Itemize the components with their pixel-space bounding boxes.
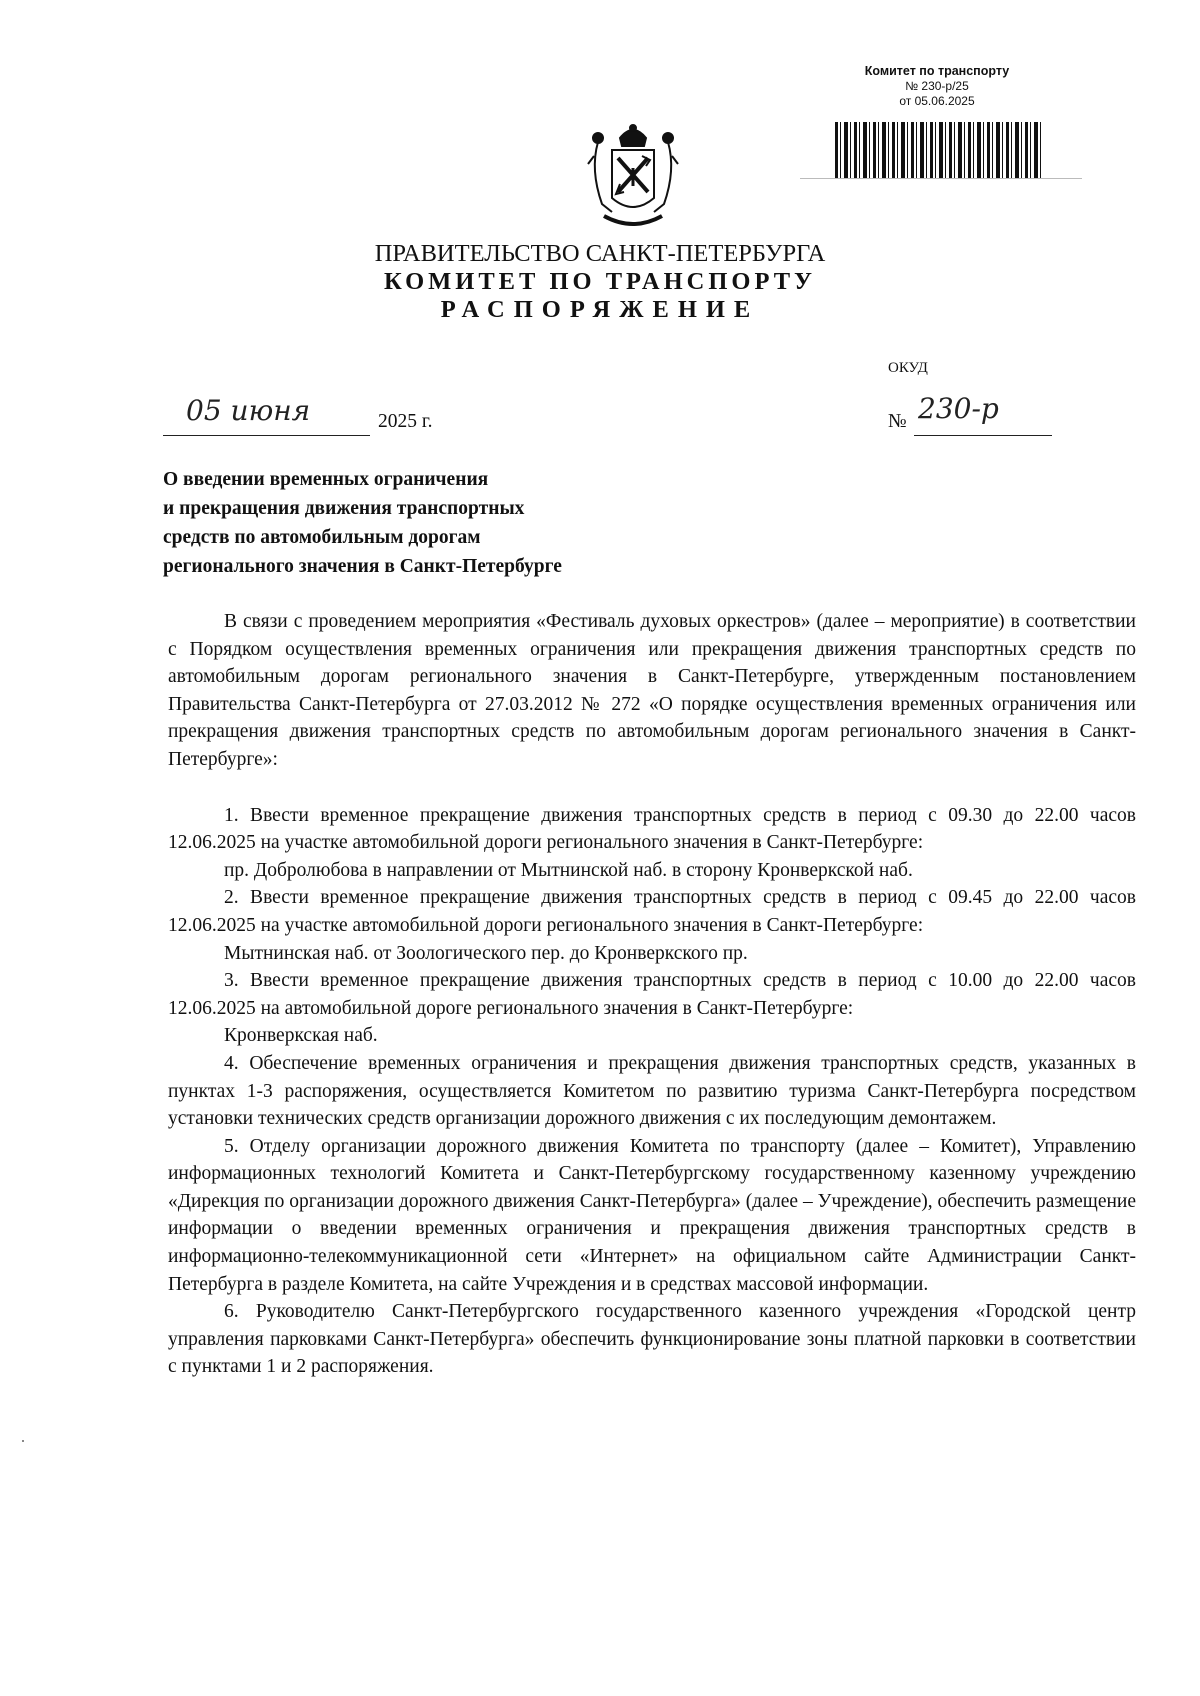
doc-type-heading: РАСПОРЯЖЕНИЕ (440, 296, 760, 323)
item-1-road: пр. Добролюбова в направлении от Мытнинской наб. в сторону Кронверкской наб. (224, 859, 913, 881)
item-3: 3. Ввести временное прекращение движения транспортных средств в период с 10.00 до 22.00 часов 12.06.2025 на автомобильной дороге регионального значения в Санкт-Петербурге: (168, 970, 1136, 1019)
government-heading: ПРАВИТЕЛЬСТВО САНКТ-ПЕТЕРБУРГА (374, 240, 826, 267)
item-2: 2. Ввести временное прекращение движения транспортных средств в период с 09.45 до 22.00 часов 12.06.2025 на участке автомобильной дороги регионального значения в Санкт-Петербурге: (168, 887, 1136, 936)
title-line: и прекращения движения транспортных (163, 498, 525, 519)
stamp-reg-date: от 05.06.2025 (899, 94, 975, 108)
item-6: 6. Руководителю Санкт-Петербургского государственного казенного учреждения «Городской центр управления парковками Санкт-Петербурга» обеспечить функционирование зоны платной парковки в соответствии с пунктами 1 и 2 распоряжения. (168, 1301, 1136, 1378)
document-body (168, 608, 1136, 1381)
barcode (835, 122, 1043, 178)
item-5: 5. Отделу организации дорожного движения Комитета по транспорту (далее – Комитет), Управлению информационных технологий Комитета и Санкт-Петербургскому государственному казенному учреждению «Дирекция по организации дорожного движения Санкт-Петербурга» (далее – Учреждение), обеспечить размещение информации о введении временных ограничения и прекращения движения транспортных средств в информационно-телекоммуникационной сети «Интернет» на официальном сайте Администрации Санкт-Петербурга в разделе Комитета, на сайте Учреждения и в средствах массовой информации. (168, 1135, 1136, 1295)
scan-speck (22, 1440, 24, 1442)
item-4: 4. Обеспечение временных ограничения и прекращения движения транспортных средств, указанных в пунктах 1-3 распоряжения, осуществляется Комитетом по развитию туризма Санкт-Петербурга посредством установки технических средств организации дорожного движения с их последующим демонтажем. (168, 1052, 1136, 1130)
committee-heading: КОМИТЕТ ПО ТРАНСПОРТУ (383, 268, 817, 295)
date-year: 2025 г. (378, 411, 433, 432)
coat-of-arms-icon (584, 120, 682, 232)
item-3-road: Кронверкская наб. (224, 1025, 378, 1047)
date-underline (163, 435, 370, 436)
title-line: О введении временных ограничения (163, 469, 489, 490)
title-line: средств по автомобильным дорогам (163, 527, 481, 548)
intro-paragraph: В связи с проведением мероприятия «Фестиваль духовых оркестров» (далее – мероприятие) в соответствии с Порядком осуществления временных ограничения или прекращения движения транспортных средств по автомобильным дорогам регионального значения в Санкт-Петербурге, утвержденным постановлением Правительства Санкт-Петербурга от 27.03.2012 № 272 «О порядке осуществления временных ограничения или прекращения движения транспортных средств по автомобильным дорогам регионального значения в Санкт-Петербурге»: (168, 611, 1136, 770)
document-title (163, 465, 683, 581)
number-sign: № (888, 411, 907, 432)
barcode-rule (800, 178, 1082, 179)
stamp-reg-number: № 230-р/25 (905, 79, 969, 93)
item-2-road: Мытнинская наб. от Зоологического пер. до Кронверкского пр. (224, 942, 748, 964)
number-underline (914, 435, 1052, 436)
okud-label: ОКУД (888, 360, 928, 376)
handwritten-date: 05 июня (186, 394, 311, 427)
handwritten-number: 230-р (918, 392, 999, 425)
item-1: 1. Ввести временное прекращение движения транспортных средств в период с 09.30 до 22.00 часов 12.06.2025 на участке автомобильной дороги регионального значения в Санкт-Петербурге: (168, 804, 1136, 854)
stamp-org: Комитет по транспорту (864, 64, 1010, 78)
registration-stamp (852, 64, 1022, 109)
title-line: регионального значения в Санкт-Петербурге (163, 556, 562, 577)
